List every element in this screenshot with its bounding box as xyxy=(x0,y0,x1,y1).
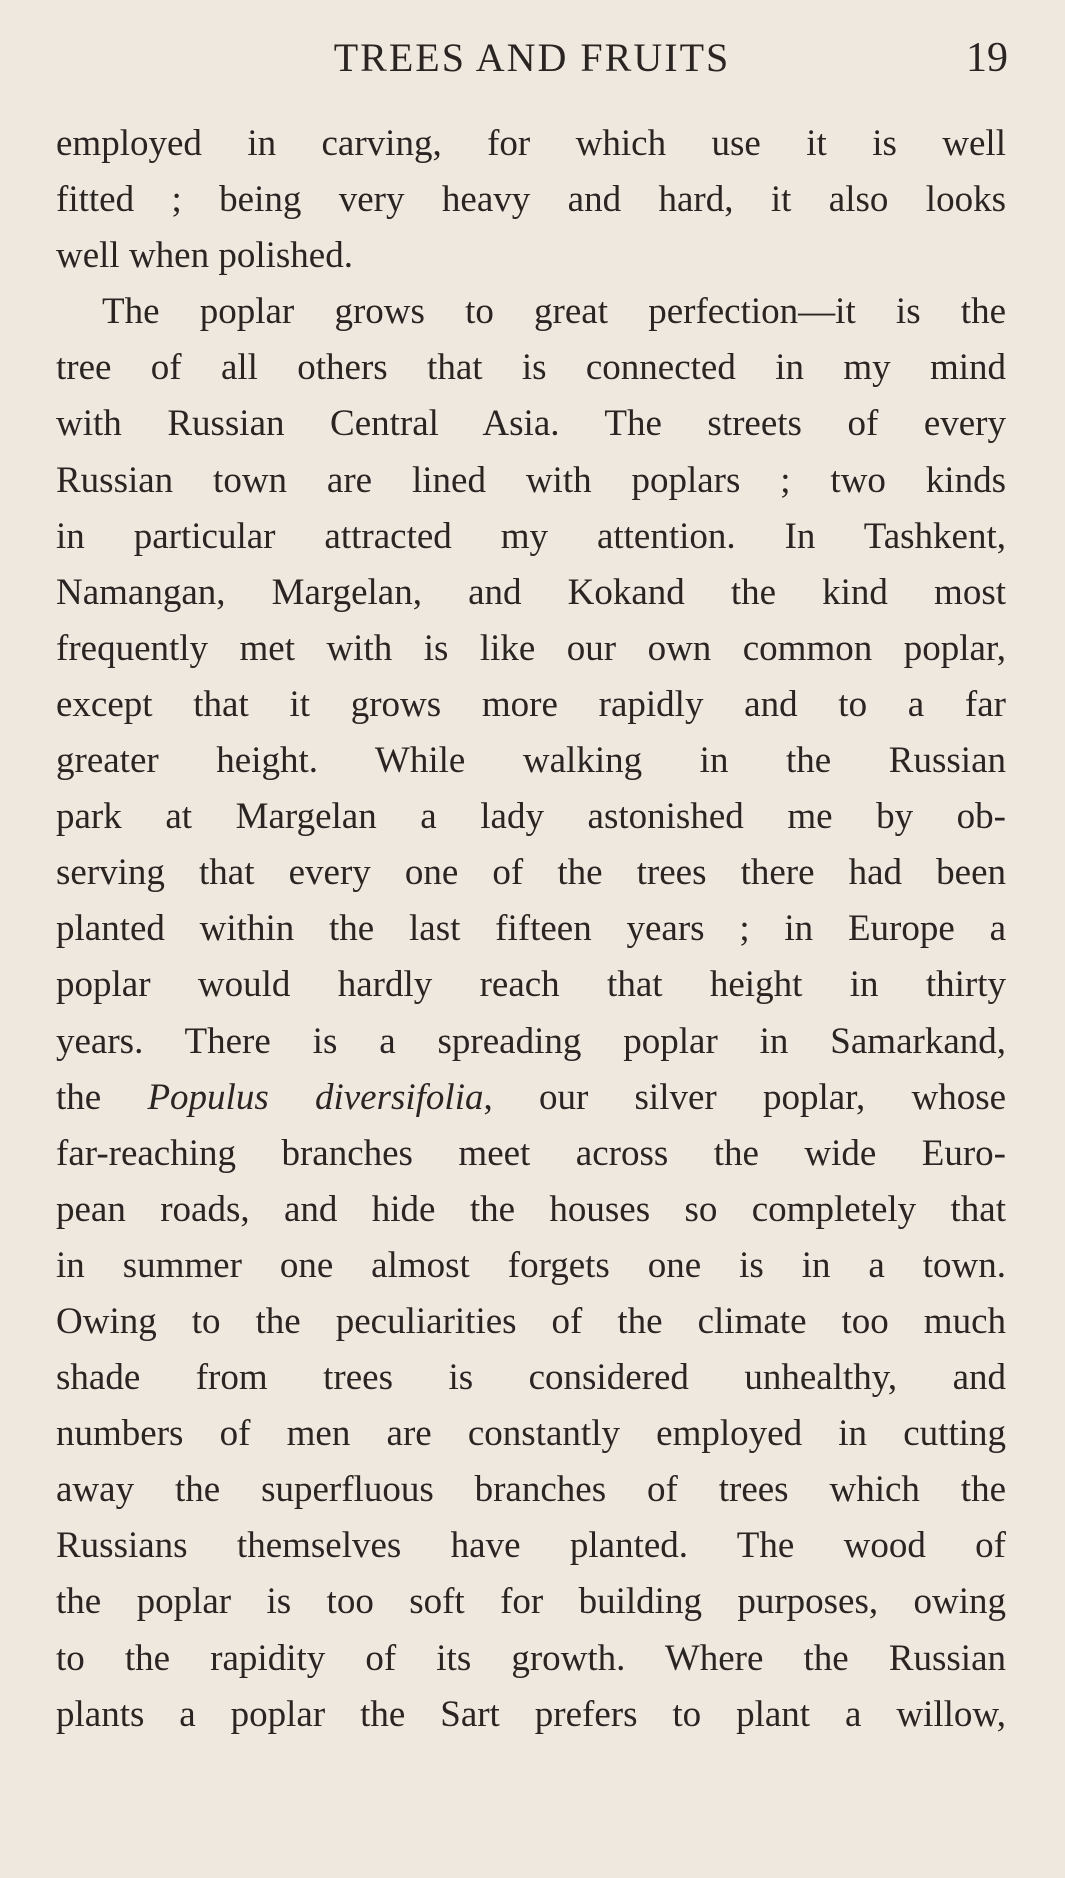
text-line: fitted ; being very heavy and hard, it also looks xyxy=(56,179,1006,221)
text-line: except that it grows more rapidly and to a far xyxy=(56,683,1006,725)
text-line: planted within the last fifteen years ; in Europe a xyxy=(56,908,1006,950)
text-segment: , our silver poplar, whose xyxy=(483,1076,1007,1118)
text-line: greater height. While walking in the Russian xyxy=(56,740,1006,782)
text-line: Russian town are lined with poplars ; two kinds xyxy=(56,459,1006,501)
text-line: Russians themselves have planted. The wood of xyxy=(56,1525,1006,1567)
text-line: serving that every one of the trees there had been xyxy=(56,852,1006,894)
text-line: far-reaching branches meet across the wide Euro- xyxy=(56,1132,1006,1174)
text-line: numbers of men are constantly employed in cutting xyxy=(56,1413,1006,1455)
text-line: Owing to the peculiarities of the climate too much xyxy=(56,1300,1006,1342)
text-line: the poplar is too soft for building purposes, owing xyxy=(56,1581,1006,1623)
italic-species-name: Populus diversifolia xyxy=(147,1076,484,1118)
text-line: pean roads, and hide the houses so completely that xyxy=(56,1188,1006,1230)
text-line: in summer one almost forgets one is in a town. xyxy=(56,1244,1006,1286)
body-text xyxy=(56,116,1006,1743)
running-head: TREES AND FRUITS xyxy=(333,35,731,80)
page-number: 19 xyxy=(966,35,1008,81)
text-line: park at Margelan a lady astonished me by ob- xyxy=(56,796,1006,838)
text-line: employed in carving, for which use it is well xyxy=(56,123,1006,164)
text-segment: the xyxy=(56,1076,148,1118)
text-line: in particular attracted my attention. In Tashkent, xyxy=(56,515,1006,557)
text-line: well when polished. xyxy=(56,235,353,277)
text-line: years. There is a spreading poplar in Samarkand, xyxy=(56,1020,1006,1062)
page-header xyxy=(56,30,1008,90)
text-line: frequently met with is like our own common poplar, xyxy=(56,627,1006,669)
text-line: poplar would hardly reach that height in thirty xyxy=(56,964,1006,1006)
text-line: to the rapidity of its growth. Where the Russian xyxy=(56,1637,1006,1679)
text-line-with-italic xyxy=(56,1070,1006,1126)
text-line: plants a poplar the Sart prefers to plant a willow, xyxy=(56,1693,1006,1735)
text-line: Namangan, Margelan, and Kokand the kind most xyxy=(56,571,1006,613)
text-line: shade from trees is considered unhealthy, and xyxy=(56,1357,1006,1399)
text-line: tree of all others that is connected in my mind xyxy=(56,347,1006,389)
text-line: away the superfluous branches of trees which the xyxy=(56,1469,1006,1511)
text-line: The poplar grows to great perfection—it is the xyxy=(102,291,1006,333)
text-line: with Russian Central Asia. The streets of every xyxy=(56,403,1006,445)
